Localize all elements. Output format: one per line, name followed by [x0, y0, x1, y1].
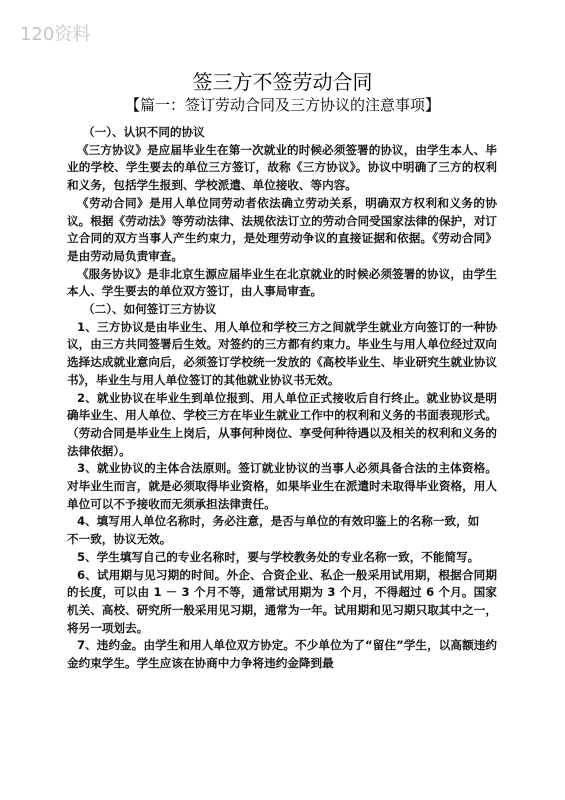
paragraph-item-6: 6、试用期与见习期的时间。外企、合资企业、私企一般采用试用期，根据合同期的长度，可以由 1 － 3 个月不等，通常试用期为 3 个月，不得超过 6 个月。国家机关、高校、研究所一般采用见习期，通常为一年。试用期和见习期只取其中之一，将另一项划去。	[67, 567, 497, 635]
paragraph-service-agreement: 《服务协议》是非北京生源应届毕业生在北京就业的时候必须签署的协议，由学生本人、学生要去的单位双方签订，由人事局审查。	[67, 266, 497, 299]
paragraph-item-1: 1、三方协议是由毕业生、用人单位和学校三方之间就学生就业方向签订的一种协议，由三方共同签署后生效。对签约的三方都有约束力。毕业生与用人单位经过双向选择达成就业意向后，必须签订学校统一发放的《高校毕业生、毕业研究生就业协议书》，毕业生与用人单位签订的其他就业协议书无效。	[67, 319, 497, 387]
paragraph-item-5: 5、学生填写自己的专业名称时，要与学校教务处的专业名称一致，不能简写。	[77, 549, 480, 564]
paragraph-three-party-agreement: 《三方协议》是应届毕业生在第一次就业的时候必须签署的协议，由学生本人、毕业的学校、学生要去的单位三方签订，故称《三方协议》。协议中明确了三方的权利和义务，包括学生报到、学校派遣、单位接收、等内容。	[67, 142, 497, 193]
paragraph-item-3: 3、就业协议的主体合法原则。签订就业协议的当事人必须具备合法的主体资格。对毕业生而言，就是必须取得毕业资格，如果毕业生在派遣时未取得毕业资格，用人单位可以不予接收而无须承担法律责任。	[67, 461, 497, 511]
paragraph-item-4: 4、填写用人单位名称时，务必注意，是否与单位的有效印鉴上的名称一致，如	[77, 514, 480, 529]
paragraph-item-4-continued: 不一致，协议无效。	[67, 532, 172, 547]
paragraph-labor-contract: 《劳动合同》是用人单位同劳动者依法确立劳动关系，明确双方权利和义务的协议。根据《劳动法》等劳动法律、法规依法订立的劳动合同受国家法律的保护，对订立合同的双方当事人产生约束力，是处理劳动争议的直接证据和依据。《劳动合同》是由劳动局负责审查。	[67, 195, 497, 263]
paragraph-item-2: 2、就业协议在毕业生到单位报到、用人单位正式接收后自行终止。就业协议是明确毕业生、用人单位、学校三方在毕业生就业工作中的权利和义务的书面表现形式。（劳动合同是毕业生上岗后，从事何种岗位、享受何种待遇以及相关的权利和义务的法律依据）。	[67, 390, 497, 458]
watermark: 120资料	[20, 24, 91, 45]
document-subtitle: 【篇一：签订劳动合同及三方协议的注意事项】	[124, 96, 440, 114]
document-title: 签三方不签劳动合同	[192, 70, 373, 94]
section-heading-2: （二）、如何签订三方协议	[83, 302, 217, 317]
paragraph-item-7: 7、违约金。由学生和用人单位双方协定。不少单位为了“留住”学生，以高额违约金约束学生。学生应该在协商中力争将违约金降到最	[67, 638, 497, 671]
document-body	[67, 124, 497, 673]
section-heading-1: （一）、认识不同的协议	[83, 125, 205, 139]
